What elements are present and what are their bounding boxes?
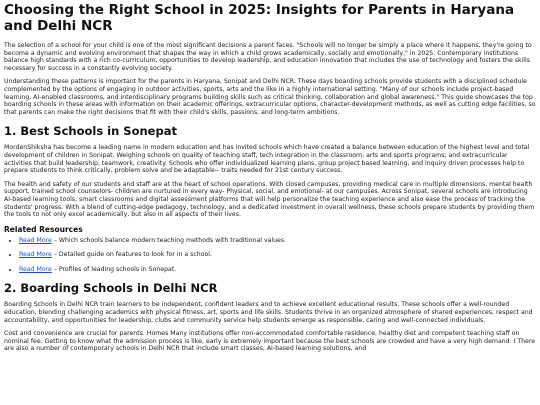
list-item-text: – Profiles of leading schools in Sonepat. [51,265,177,273]
list-item-text: – Detailed guide on features to look for in a school. [51,251,212,259]
delhi-ncr-paragraph-2: Cost and convenience are crucial for parents. Homes Many institutions offer non-accommodated comfortable residence, healthy diet and competent teaching staff on nominal fee. Getting to know what the admission process is like, early is extremely important because the best schools are crowded and have a very high demand. I There are also a number of contemporary schools in Delhi NCR that include smart classes, AI-based learning solutions, and [4,330,536,353]
related-resources-list [4,237,536,274]
list-item-text: – Which schools balance modern teaching methods with traditional values. [51,236,287,244]
intro-paragraph-2: Understanding these patterns is important for the parents in Haryana, Sonipat and Delhi NCR. These days boarding schools provide students with a disciplined schedule complemented by the options of engaging in outdoor activities, sports, arts and the like in a highly international setting. "Many of our schools include project-based learning, AI-enabled classrooms, and interdisciplinary programs building skills such as critical thinking, collaboration and global awareness." This guide showcases the top boarding schools in these areas with information on their academic offerings, extracurricular options, character-development methods, as well as cutting edge facilities, so that parents can make the right decisions that fit with their child's skills, passions, and long-term ambitions. [4,78,536,116]
list-item [19,266,536,274]
intro-paragraph-1: The selection of a school for your child is one of the most significant decisions a parent faces. "Schools will no longer be simply a place where it happens, they're going to become a dynamic and evolving environment that shapes the way in which a child grows academically, socially and emotionally," in 2025. Contemporary institutions balance high standards with a rich co-curriculum, opportunities to develop leadership, and education innovation that includes the use of technology and fosters the skills necessary for success in a constantly evolving society. [4,42,532,72]
related-resources-heading: Related Resources [4,224,83,234]
section-heading-delhi-ncr: 2. Boarding Schools in Delhi NCR [4,281,218,296]
sonepat-paragraph-2: The health and safety of our students and staff are at the heart of school operations. With closed campuses, providing medical care in multiple dimensions, mental health support, trained school counselors- children are nurtured in every way- Physical, social, and emotional- at our campuses. Across Sonipat, several schools are introducing AI-based learning tools, smart classrooms and digital assessment platforms that will help personalize the teaching experience and also ease the process of tracking the students' progress. With a blend of cutting-edge pedagogy, technology, and a dedicated investment in overall wellness, these schools prepare students by providing them the tools to not only excel academically, but also in all aspects of their lives. [4,180,535,219]
section-heading-sonepat: 1. Best Schools in Sonepat [4,124,177,139]
list-item [19,251,536,259]
list-item [19,237,536,245]
read-more-link[interactable]: Read More [19,265,52,273]
read-more-link[interactable]: Read More [19,236,52,244]
page-title: Choosing the Right School in 2025: Insights for Parents in Haryana and Delhi NCR [4,2,515,34]
read-more-link[interactable]: Read More [19,251,52,259]
sonepat-paragraph-1: MordenShiksha has become a leading name in modern education and has invited schools which have created a balance between education of the highest level and total development of children in Sonipat. Weighing schools on quality of teaching staff, tech integration in the classroom; arts and sports programs; and extracurricular activities that build leadership, teamwork, creativity. Schools who offer individualized learning plans, group project based learning, and inquiry driven processes help to prepare students to think critically, problem solve and be adaptable-- traits needed for 21st century success. [4,144,530,175]
delhi-ncr-paragraph-1: Boarding Schools in Delhi NCR train learners to be independent, confident leaders and to achieve excellent educational results. These schools offer a well-rounded education, blending challenging academics with physical fitness, art, sports and life skills. Students thrive in an organized atmosphere of shared experiences, respect and accountability, and opportunities for leadership, clubs and community service help students emerge as responsible, caring and well-connected individuals. [4,301,533,324]
